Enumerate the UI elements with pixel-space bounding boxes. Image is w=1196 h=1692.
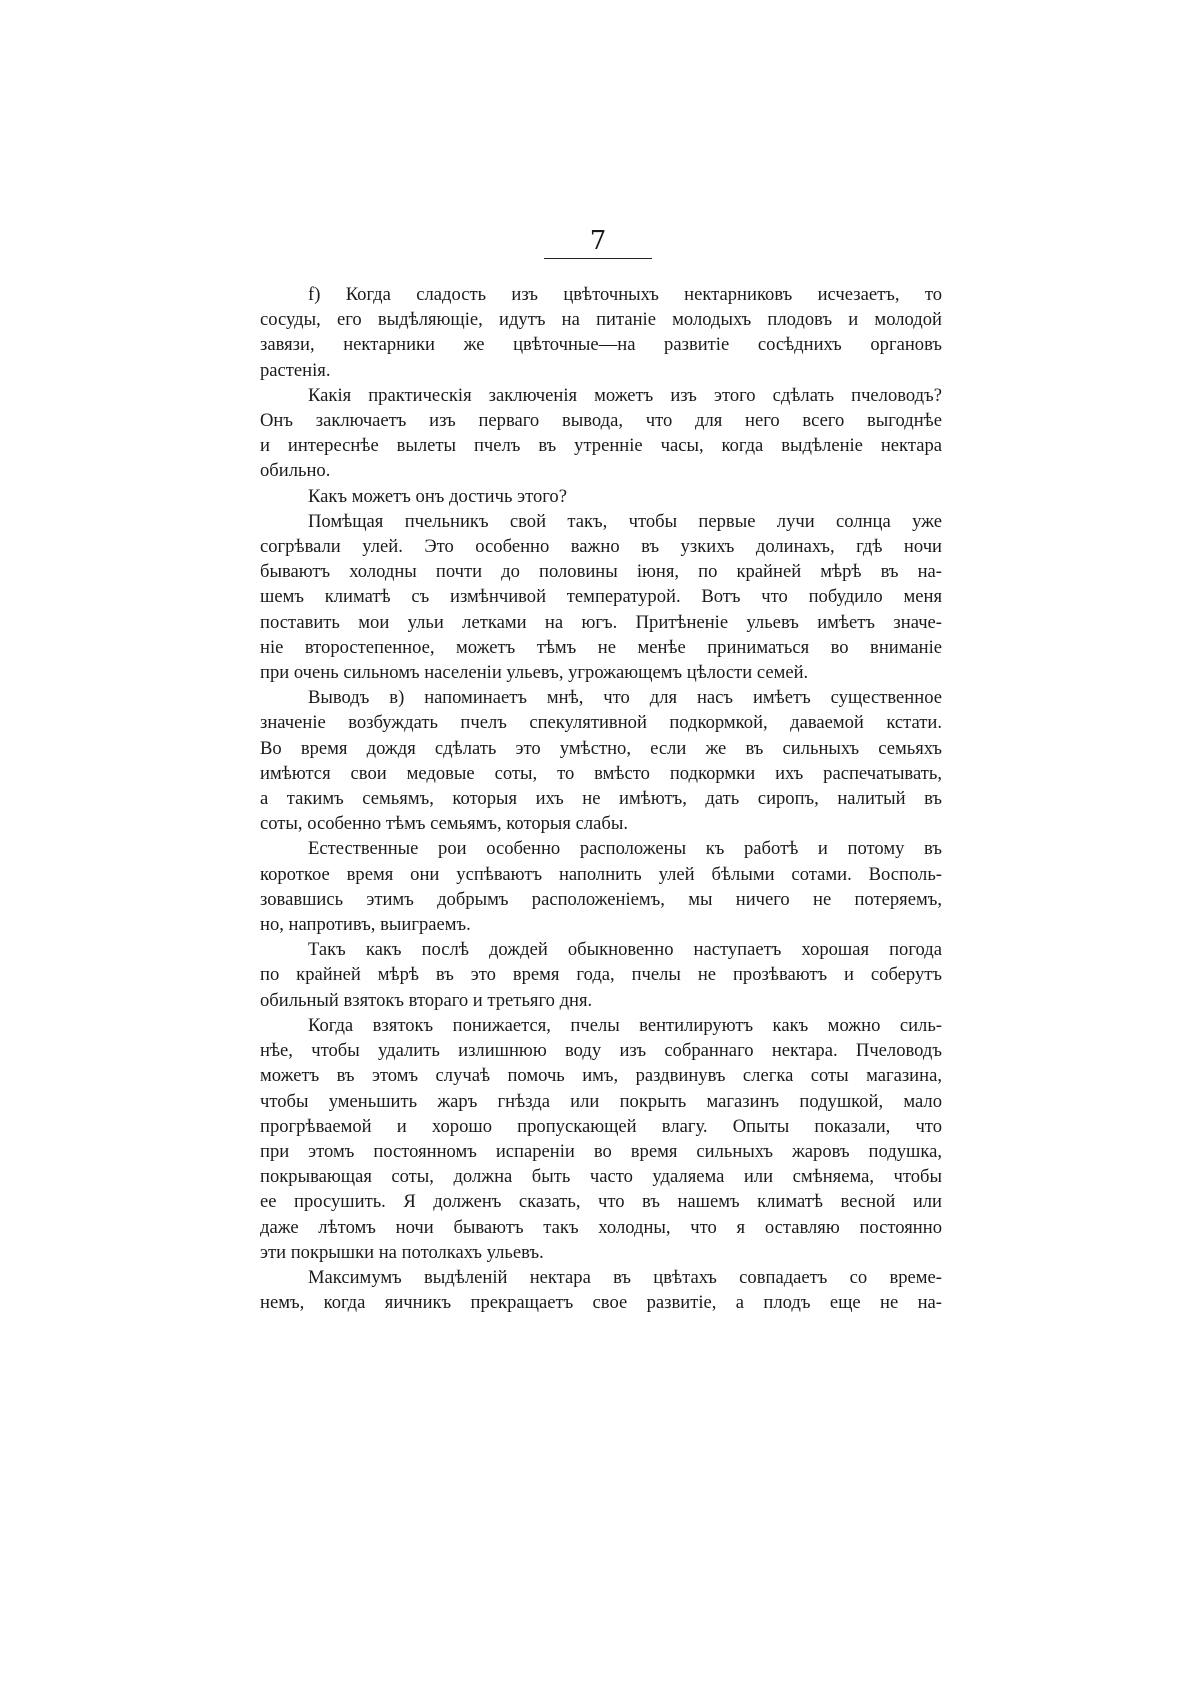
text-line: и интереснѣе вылеты пчелъ въ утренніе часы, когда выдѣленіе нектара: [260, 435, 942, 457]
text-line: эти покрышки на потолкахъ ульевъ.: [260, 1241, 544, 1263]
text-line: соты, особенно тѣмъ семьямъ, которыя слабы.: [260, 813, 628, 835]
text-line: Какія практическія заключенія можетъ изъ этого сдѣлать пчеловодъ?: [308, 384, 942, 406]
text-line: покрывающая соты, должна быть часто удаляема или смѣняема, чтобы: [260, 1166, 942, 1188]
text-line: по крайней мѣрѣ въ это время года, пчелы не прозѣваютъ и соберутъ: [260, 964, 942, 986]
paragraph: [260, 1013, 942, 1265]
text-line: ніе второстепенное, можетъ тѣмъ не менѣе приниматься во вниманіе: [260, 636, 942, 658]
text-line: f) Когда сладость изъ цвѣточныхъ нектарниковъ исчезаетъ, то: [308, 284, 942, 305]
text-line: зовавшись этимъ добрымъ расположеніемъ, мы ничего не потеряемъ,: [260, 888, 942, 910]
text-line: Естественные рои особенно расположены къ работѣ и потому въ: [308, 838, 942, 860]
text-line: короткое время они успѣваютъ наполнить улей бѣлыми сотами. Восполь-: [260, 863, 942, 885]
text-line: Помѣщая пчельникъ свой такъ, чтобы первые лучи солнца уже: [308, 510, 942, 532]
paragraph: [260, 383, 942, 484]
text-line: поставить мои ульи летками на югъ. Притѣненіе ульевъ имѣетъ значе-: [260, 611, 942, 633]
text-line: имѣются свои медовые соты, то вмѣсто подкормки ихъ распечатывать,: [260, 762, 942, 784]
text-line: при этомъ постоянномъ испареніи во время сильныхъ жаровъ подушка,: [260, 1140, 942, 1162]
page-number-rule: [544, 258, 652, 259]
text-line: ее просушить. Я долженъ сказать, что въ нашемъ климатѣ весной или: [260, 1191, 942, 1213]
body-text: [260, 282, 942, 1315]
paragraph: [260, 484, 942, 509]
text-line: чтобы уменьшить жаръ гнѣзда или покрыть магазинъ подушкой, мало: [260, 1090, 942, 1112]
text-line: завязи, нектарники же цвѣточные—на развитіе сосѣднихъ органовъ: [260, 334, 942, 356]
page-number: 7: [589, 226, 607, 256]
text-line: обильный взятокъ втораго и третьяго дня.: [260, 989, 593, 1011]
text-line: шемъ климатѣ съ измѣнчивой температурой. Вотъ что побудило меня: [260, 586, 942, 608]
paragraph: [260, 282, 942, 383]
text-line: значеніе возбуждать пчелъ спекулятивной подкормкой, даваемой кстати.: [260, 712, 942, 734]
text-line: Выводъ в) напоминаетъ мнѣ, что для насъ имѣетъ существенное: [308, 687, 942, 709]
text-line: бываютъ холодны почти до половины іюня, по крайней мѣрѣ въ на-: [260, 561, 942, 583]
text-line: но, напротивъ, выиграемъ.: [260, 914, 471, 936]
text-line: прогрѣваемой и хорошо пропускающей влагу. Опыты показали, что: [260, 1115, 942, 1137]
text-line: при очень сильномъ населеніи ульевъ, угрожающемъ цѣлости семей.: [260, 662, 809, 684]
text-line: можетъ въ этомъ случаѣ помочь имъ, раздвинувъ слегка соты магазина,: [260, 1065, 942, 1087]
paragraph: [260, 509, 942, 685]
text-line: сосуды, его выдѣляющіе, идутъ на питаніе молодыхъ плодовъ и молодой: [260, 309, 942, 331]
text-line: даже лѣтомъ ночи бываютъ такъ холодны, что я оставляю постоянно: [260, 1216, 942, 1238]
text-line: растенія.: [260, 359, 331, 381]
paragraph: [260, 937, 942, 1013]
text-line: Максимумъ выдѣленій нектара въ цвѣтахъ совпадаетъ со време-: [308, 1266, 942, 1288]
paragraph: [260, 836, 942, 937]
text-line: Онъ заключаетъ изъ перваго вывода, что для него всего выгоднѣе: [260, 410, 942, 432]
text-line: Во время дождя сдѣлать это умѣстно, если же въ сильныхъ семьяхъ: [260, 737, 942, 759]
paragraph: [260, 1265, 942, 1315]
text-line: Когда взятокъ понижается, пчелы вентилируютъ какъ можно силь-: [308, 1014, 942, 1036]
text-line: Какъ можетъ онъ достичь этого?: [308, 485, 567, 507]
text-line: Такъ какъ послѣ дождей обыкновенно наступаетъ хорошая погода: [308, 939, 942, 961]
text-line: немъ, когда яичникъ прекращаетъ свое развитіе, а плодъ еще не на-: [260, 1292, 942, 1314]
text-line: нѣе, чтобы удалить излишнюю воду изъ собраннаго нектара. Пчеловодъ: [260, 1040, 942, 1062]
text-line: согрѣвали улей. Это особенно важно въ узкихъ долинахъ, гдѣ ночи: [260, 536, 942, 558]
text-line: а такимъ семьямъ, которыя ихъ не имѣютъ, дать сиропъ, налитый въ: [260, 788, 942, 810]
paragraph: [260, 685, 942, 836]
text-line: обильно.: [260, 460, 331, 482]
